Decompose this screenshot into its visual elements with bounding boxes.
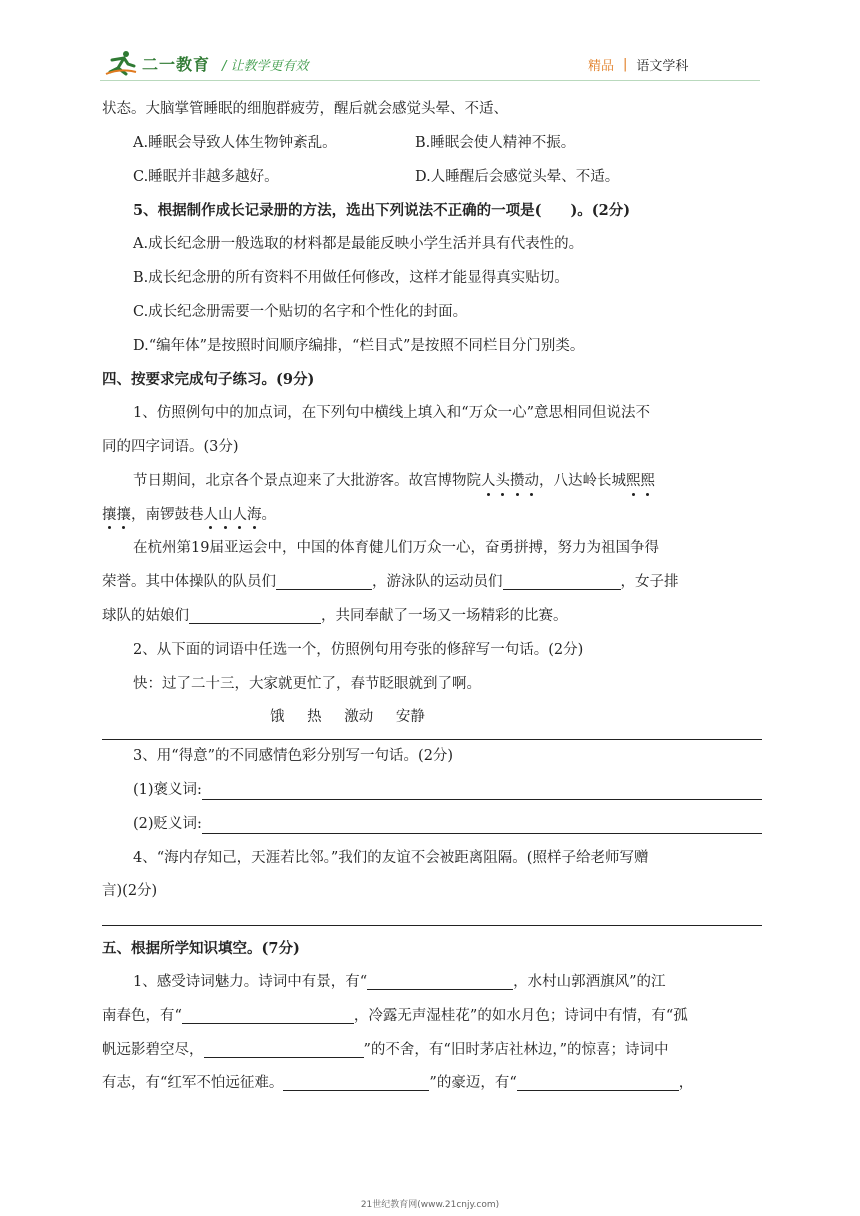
- answer-blank[interactable]: [283, 1072, 429, 1091]
- option-c: C.睡眠并非越多越好。: [133, 168, 279, 185]
- dotted-word-char: 人: [204, 499, 219, 533]
- answer-blank[interactable]: [276, 571, 372, 590]
- s4-question-2: 2、从下面的词语中任选一个，仿照例句用夸张的修辞写一句话。(2分): [133, 641, 584, 658]
- example-text: ，南锣鼓巷: [131, 506, 204, 523]
- answer-blank[interactable]: [182, 1005, 354, 1024]
- header-right: [588, 55, 688, 74]
- dotted-word-char: 头: [496, 465, 511, 499]
- fill-in-line: [102, 966, 762, 1000]
- s4-question-1: 1、仿照例句中的加点词，在下列句中横线上填入和“万众一心”意思相同但说法不: [133, 405, 651, 422]
- document-body: [102, 93, 762, 1101]
- header-separator: |: [623, 57, 628, 72]
- runner-logo-icon: [104, 50, 138, 76]
- page-footer: 21世纪教育网(www.21cnjy.com): [360, 1200, 500, 1210]
- fill-in-line: [102, 566, 762, 600]
- paragraph-text: ，: [678, 1075, 694, 1092]
- option-a: A.睡眠会导致人体生物钟紊乱。: [133, 134, 337, 151]
- dotted-word-char: 攘: [117, 499, 132, 533]
- paragraph-text: ，水村山郭酒旗风”的江: [513, 973, 666, 990]
- paragraph-text: ，共同奉献了一场又一场精彩的比赛。: [321, 607, 568, 624]
- q5-option-d: D.“编年体”是按照时间顺序编排，“栏目式”是按照不同栏目分门别类。: [133, 337, 585, 354]
- paragraph-line: 在杭州第19届亚运会中，中国的体育健儿们万众一心，奋勇拼搏，努力为祖国争得: [133, 540, 659, 557]
- options-row: [102, 161, 762, 195]
- section-5-title: 五、根据所学知识填空。(7分): [102, 940, 300, 958]
- paragraph-text: ，女子排: [620, 574, 679, 591]
- slogan: / 让教学更有效: [222, 59, 309, 74]
- example-sentence-cont: [102, 499, 762, 533]
- answer-blank[interactable]: [517, 1072, 679, 1091]
- fill-in-line: [102, 1067, 762, 1101]
- paragraph-text: ”的不舍，有“旧时茅店社林边，”的惊喜；诗词中: [363, 1041, 669, 1058]
- answer-row: [102, 808, 762, 842]
- answer-row: [102, 774, 762, 808]
- paragraph-text: ，游泳队的运动员们: [372, 574, 503, 591]
- answer-blank[interactable]: [367, 971, 513, 990]
- paragraph-text: 荣誉。其中体操队的队员们: [102, 574, 276, 591]
- q5-option-b: B.成长纪念册的所有资料不用做任何修改，这样才能显得真实贴切。: [133, 269, 569, 286]
- dotted-word-char: 熙: [626, 465, 641, 499]
- answer-blank[interactable]: [202, 779, 762, 800]
- dotted-word-char: 攘: [102, 499, 117, 533]
- dotted-word-char: 熙: [641, 465, 656, 499]
- answer-blank[interactable]: [189, 605, 321, 624]
- fill-in-line: [102, 600, 762, 634]
- s4-question-4-cont: 言)(2分): [102, 883, 158, 900]
- answer-blank[interactable]: [202, 813, 762, 834]
- dotted-word-char: 山: [218, 499, 233, 533]
- s4-question-1-cont: 同的四字词语。(3分): [102, 438, 239, 455]
- question-5: 5、根据制作成长记录册的方法，选出下列说法不正确的一项是( )。(2分): [133, 202, 631, 220]
- paragraph-text: 1、感受诗词魅力。诗词中有景，有“: [133, 973, 368, 990]
- word-choice: 安静: [395, 709, 425, 726]
- example-text: ，八达岭长城: [539, 472, 626, 489]
- text-line: 状态。大脑掌管睡眠的细胞群疲劳，醒后就会感觉头晕、不适、: [102, 101, 508, 117]
- word-choice: 热: [307, 709, 322, 726]
- dotted-word-char: 人: [233, 499, 248, 533]
- example-text: 节日期间，北京各个景点迎来了大批游客。故宫博物院: [133, 472, 481, 489]
- example-sentence: [102, 465, 762, 499]
- option-b: B.睡眠会使人精神不振。: [415, 134, 576, 151]
- answer-blank[interactable]: [503, 571, 621, 590]
- answer-rule[interactable]: [102, 925, 762, 926]
- dotted-word-char: 动: [525, 465, 540, 499]
- page-header: [0, 0, 860, 90]
- s4-question-4: 4、“海内存知己，天涯若比邻。”我们的友谊不会被距离阻隔。(照样子给老师写赠: [133, 849, 649, 866]
- word-choice: 激动: [344, 709, 374, 726]
- paragraph-text: 南春色，有“: [102, 1007, 182, 1024]
- paragraph-text: 球队的姑娘们: [102, 607, 189, 624]
- paragraph-text: 有志，有“红军不怕远征难。: [102, 1075, 284, 1092]
- word-choices: [102, 701, 762, 735]
- s4-question-2-example: 快：过了二十三，大家就更忙了，春节眨眼就到了啊。: [133, 675, 481, 692]
- q5-option-a: A.成长纪念册一般选取的材料都是最能反映小学生活并具有代表性的。: [133, 236, 584, 253]
- q5-option-c: C.成长纪念册需要一个贴切的名字和个性化的封面。: [133, 303, 468, 320]
- logo: [104, 50, 210, 76]
- positive-label: (1)褒义词:: [133, 781, 202, 798]
- brand-name: 二一教育: [142, 54, 211, 74]
- header-divider: [100, 80, 760, 81]
- s4-question-3: 3、用“得意”的不同感情色彩分别写一句话。(2分): [133, 748, 454, 765]
- dotted-word-char: 攒: [510, 465, 525, 499]
- dotted-word-char: 海: [247, 499, 262, 533]
- option-d: D.人睡醒后会感觉头晕、不适。: [415, 168, 620, 185]
- paragraph-text: 帆远影碧空尽，: [102, 1041, 204, 1058]
- answer-blank[interactable]: [204, 1039, 364, 1058]
- spacer: [102, 909, 762, 925]
- paragraph-text: ”的豪迈，有“: [429, 1075, 517, 1092]
- section-4-title: 四、按要求完成句子练习。(9分): [102, 371, 315, 389]
- dotted-word-char: 人: [481, 465, 496, 499]
- subject-label: 语文学科: [636, 59, 689, 74]
- negative-label: (2)贬义词:: [133, 815, 202, 832]
- options-row: [102, 127, 762, 161]
- word-choice: 饿: [270, 709, 285, 726]
- fill-in-line: [102, 1034, 762, 1068]
- fill-in-line: [102, 1000, 762, 1034]
- quality-label: 精品: [588, 59, 615, 74]
- example-text: 。: [261, 506, 276, 523]
- paragraph-text: ，冷露无声湿桂花”的如水月色；诗词中有情，有“孤: [353, 1007, 688, 1024]
